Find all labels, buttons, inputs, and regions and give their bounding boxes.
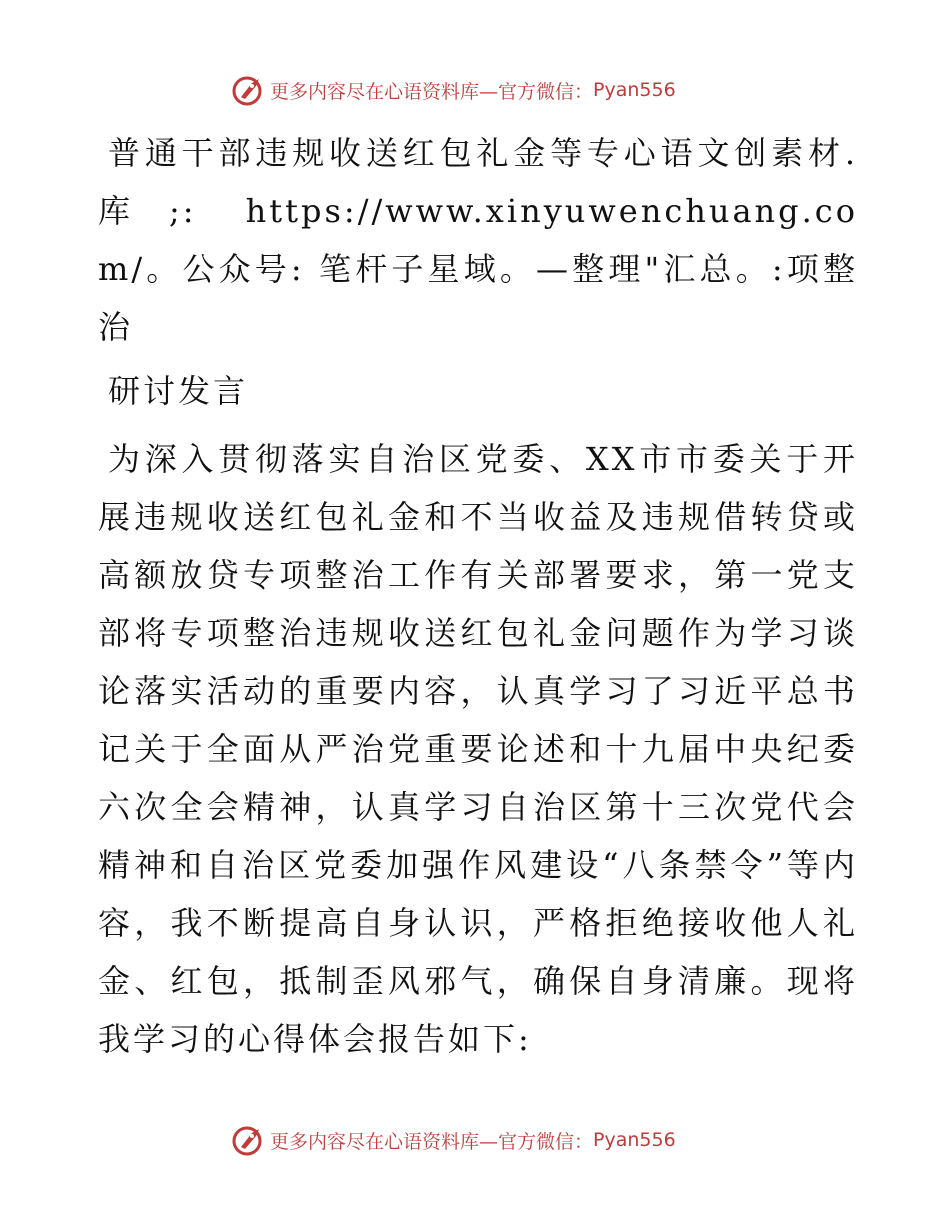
banner-wechat-id: Pyan556	[593, 79, 676, 101]
banner-text: 更多内容尽在心语资料库—官方微信：	[270, 80, 594, 103]
banner-text: 更多内容尽在心语资料库—官方微信：	[270, 1130, 594, 1153]
section-heading: 研讨发言	[108, 372, 249, 410]
footer-banner	[232, 1122, 676, 1158]
header-banner	[232, 72, 676, 108]
document-body	[98, 124, 858, 1068]
pen-nib-circle-icon	[232, 1123, 266, 1157]
body-paragraph: 为深入贯彻落实自治区党委、XX市市委关于开展违规收送红包礼金和不当收益及违规借转贷或高额放贷专项整治工作有关部署要求，第一党支部将专项整治违规收送红包礼金问题作为学习谈论落实活动的重要内容，认真学习了习近平总书记关于全面从严治党重要论述和十九届中央纪委六次全会精神，认真学习自治区第十三次党代会精神和自治区党委加强作风建设“八条禁令”等内容，我不断提高自身认识，严格拒绝接收他人礼金、红包，抵制歪风邪气，确保自身清廉。现将我学习的心得体会报告如下:	[98, 440, 858, 1058]
document-title: 普通干部违规收送红包礼金等专心语文创素材.库;: https://www.xinyuwenchuang.com/。公众号: 笔杆子星域。—整理"汇总。:项整治	[98, 134, 858, 346]
pen-nib-circle-icon	[232, 73, 266, 107]
banner-wechat-id: Pyan556	[593, 1129, 676, 1151]
